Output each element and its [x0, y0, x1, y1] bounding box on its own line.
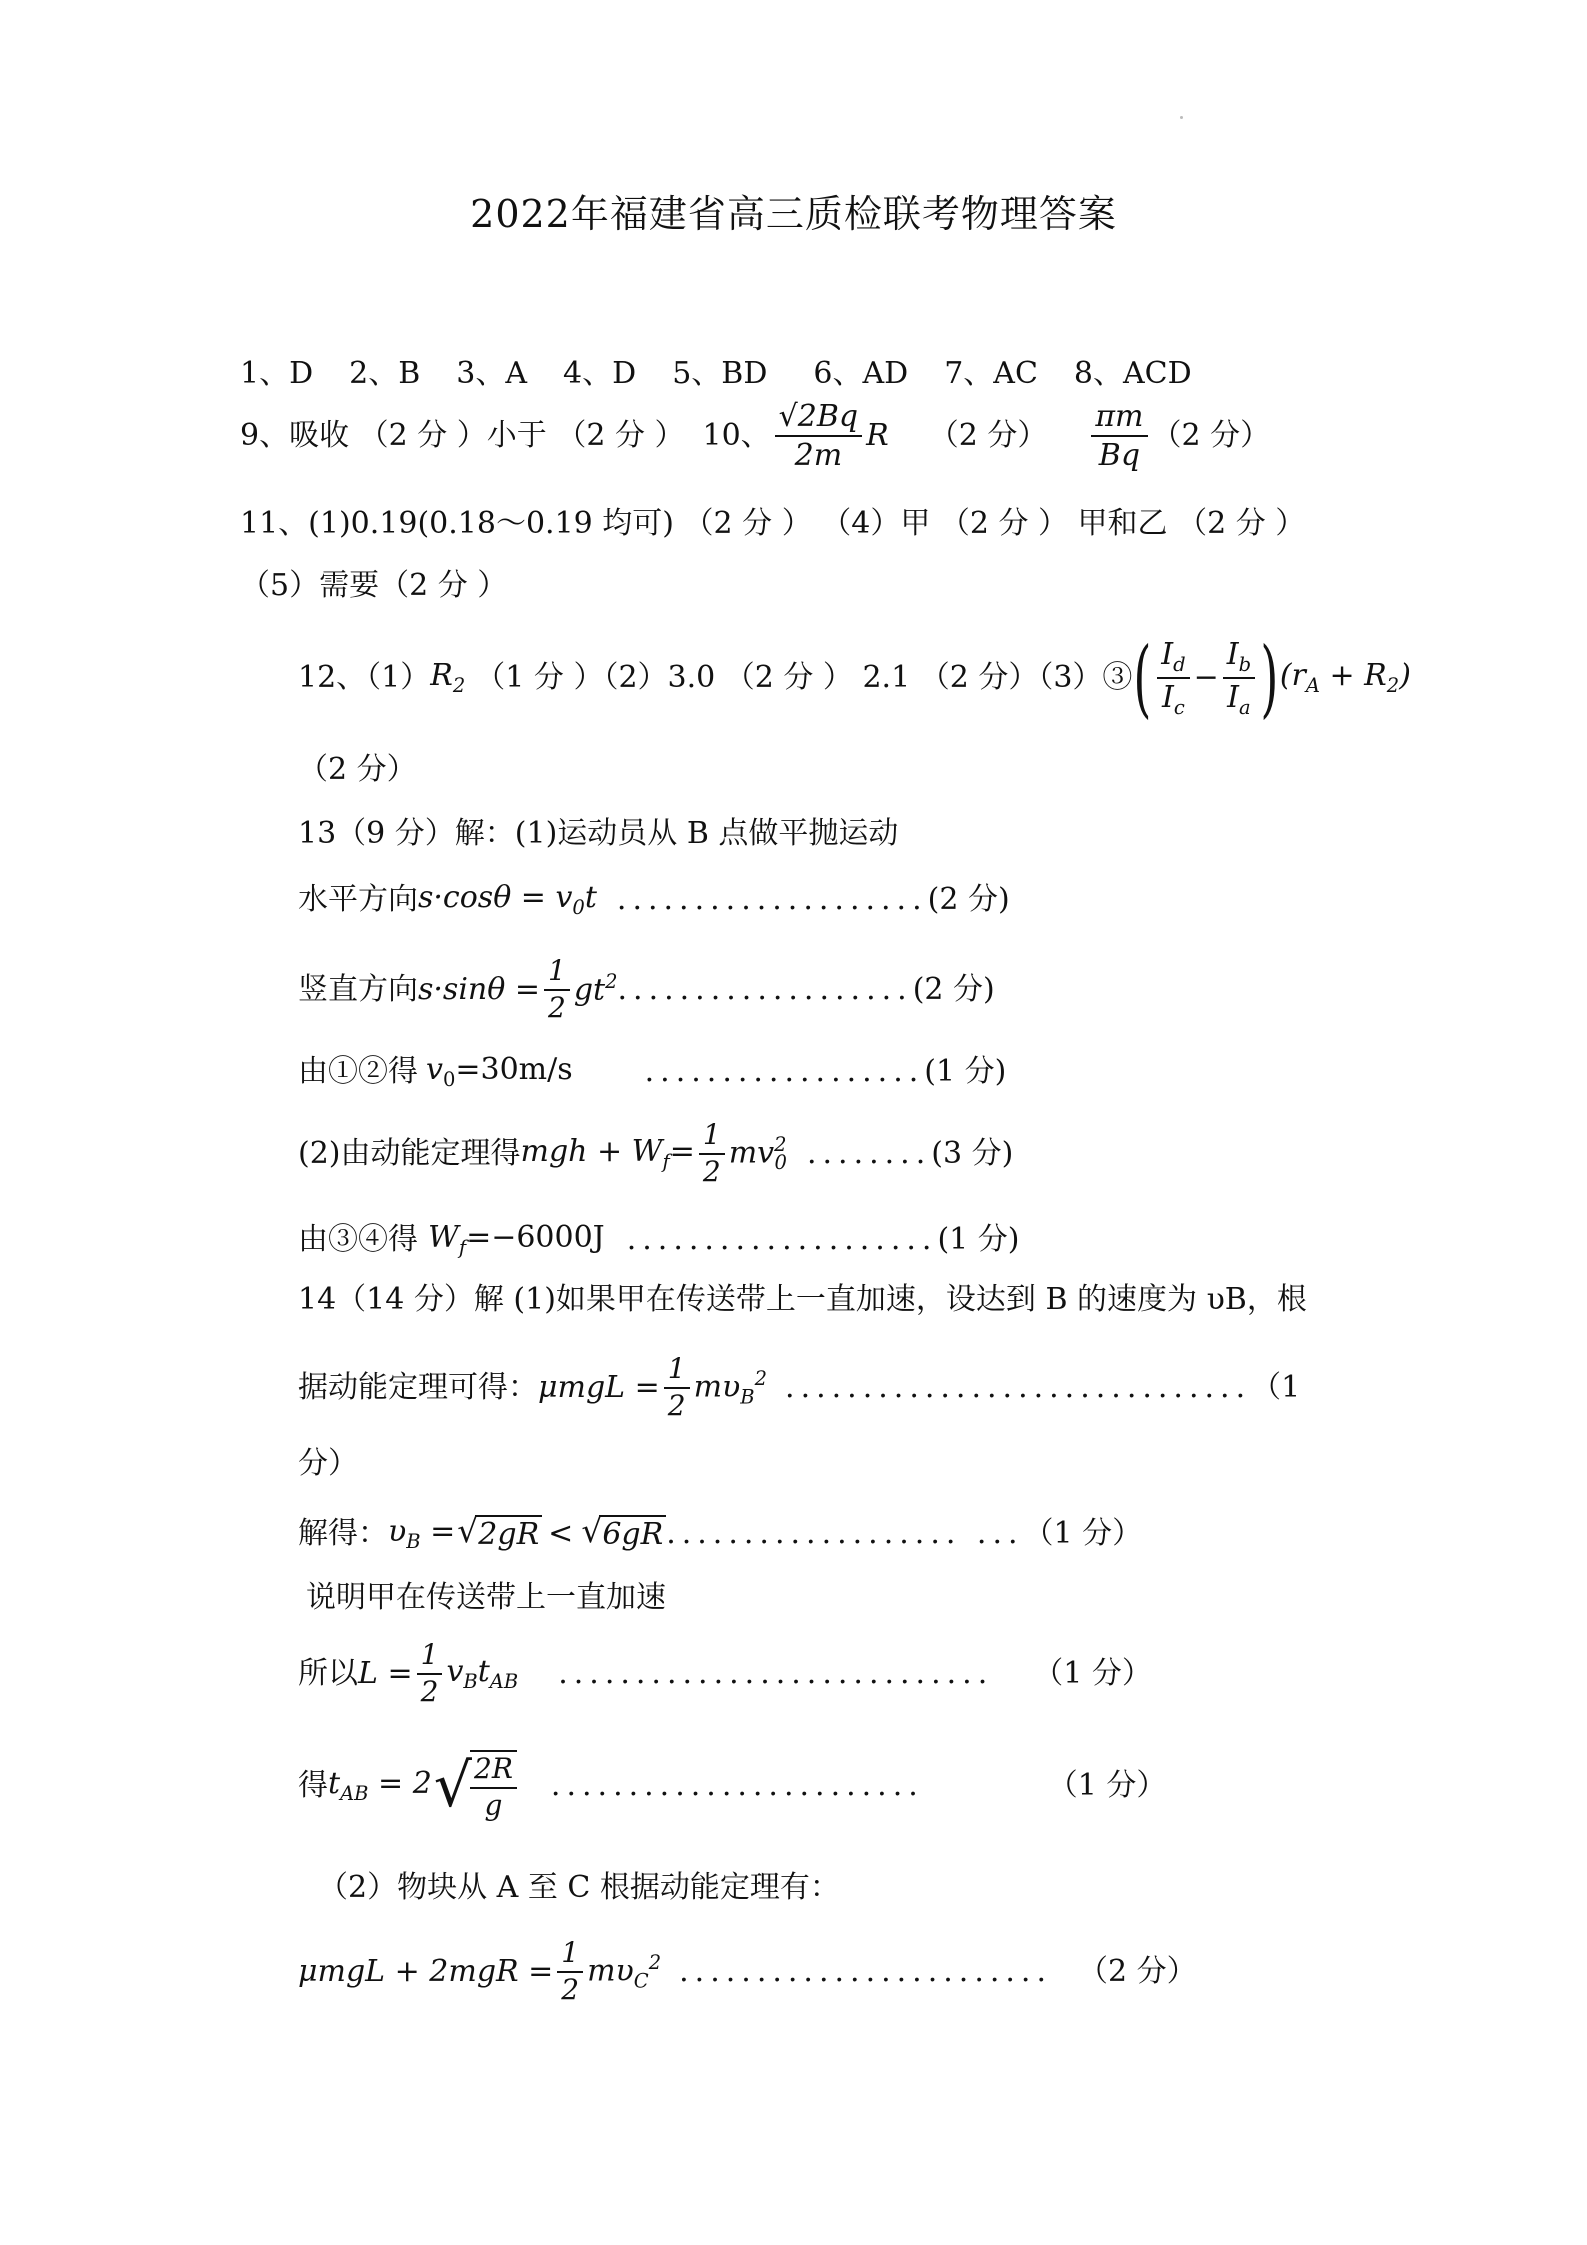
- q13-eq1-line: 水平方向 $s\cdot\cos\theta = v_0t$ .................... (2 分): [298, 880, 1010, 919]
- answer-4: 4、D: [563, 356, 637, 391]
- q12-tail: $(r_A + R_2)$: [1279, 658, 1411, 698]
- q13-heading: 13（9 分）解：(1)运动员从 B 点做平抛运动: [298, 816, 899, 851]
- q10-score-2: （2 分）: [1151, 418, 1271, 453]
- sqrt-6gR: √ 6gR: [581, 1515, 666, 1553]
- answer-8: 8、ACD: [1073, 356, 1192, 391]
- q14-heading: 14（14 分）解 (1)如果甲在传送带上一直加速，设达到 B 的速度为 υB，根: [298, 1282, 1307, 1317]
- right-paren: ): [1260, 629, 1279, 727]
- q10-numerator-2: πm: [1091, 400, 1147, 437]
- page-title: 2022年福建省高三质检联考物理答案: [470, 192, 1117, 236]
- q12-pre: 12、（1）: [298, 660, 431, 695]
- answer-5: 5、BD: [672, 356, 768, 391]
- q12-score-line: [298, 752, 417, 788]
- q14-vb-score: （1 分）: [1023, 1515, 1143, 1551]
- q11-part5: （5）需要（2 分 ）: [240, 568, 508, 603]
- scan-speck: [1180, 116, 1183, 119]
- q12-mid: （1 分 ）（2）3.0 （2 分 ） 2.1 （2 分）（3）③: [475, 660, 1133, 695]
- q13-eq2-score: (2 分): [912, 971, 995, 1007]
- q13-energy-score: (3 分): [931, 1135, 1014, 1171]
- q12-score: （2 分）: [298, 752, 417, 787]
- q9-answer: 9、吸收 （2 分 ）小于 （2 分 ）: [240, 418, 685, 453]
- answer-3: 3、A: [456, 356, 528, 391]
- q14-L-line: 所以 L = $\frac{1}{2}$ $v_Bt_{AB}$ ............................ （1 分）: [298, 1638, 1152, 1708]
- q14-tab-score: （1 分）: [1047, 1768, 1167, 1803]
- q14-energy-score: （2 分）: [1078, 1953, 1197, 1989]
- q13-wf-line: 由③④得 $W_f=-6000J$ .................... (1 分): [298, 1220, 1020, 1259]
- half-fraction: $\frac{1}{2}$: [544, 956, 570, 1024]
- q14-eq1-line: 据动能定理可得： μmgL = $\frac{1}{2}$ $m\upsilon_B^2$ .............................. （1: [298, 1352, 1301, 1422]
- q13-v0-score: (1 分): [924, 1053, 1007, 1089]
- q10-denominator-2: Bq: [1098, 438, 1141, 473]
- q10-fraction: [775, 400, 862, 472]
- answer-7: 7、AC: [944, 356, 1038, 391]
- answer-6: 6、AD: [813, 356, 909, 391]
- q10-score-1: （2 分）: [928, 418, 1048, 453]
- q11-answer: 11、(1)0.19(0.18～0.19 均可) （2 分 ） （4）甲 （2 分 ） 甲和乙 （2 分 ）: [240, 506, 1306, 541]
- answer-1: 1、D: [240, 356, 314, 391]
- q12-r2: $R_2$: [430, 658, 466, 698]
- q12-frac-1: $\frac{I_d}{I_c}$: [1157, 638, 1189, 719]
- q10-fraction-2: [1091, 400, 1147, 472]
- mc-answers-line: [240, 356, 1192, 392]
- q10-denominator: 2m: [794, 438, 843, 473]
- q14-vb-line: 解得： $\upsilon_B$ = √ 2gR < √ 6gR ................... ... （1 分）: [298, 1514, 1142, 1553]
- sqrt-2gR: √ 2gR: [457, 1515, 542, 1553]
- q14-note-line: 说明甲在传送带上一直加速: [306, 1580, 666, 1615]
- q14-energy-line: μmgL + 2mgR = $\frac{1}{2}$ $m\upsilon_C^2$ ........................ （2 分）: [298, 1936, 1197, 2006]
- minus-sign: −: [1193, 660, 1219, 695]
- q14-score-cont: 分）: [298, 1446, 358, 1481]
- sqrt-symbol: √: [433, 1751, 473, 1821]
- q9-q10-line: [240, 400, 1270, 472]
- q13-v0-line: 由①②得 $v_0=30m/s$ .................. (1 分): [298, 1052, 1007, 1091]
- q11-line: [240, 506, 1305, 542]
- q13-energy-line: (2)由动能定理得 mgh + $W_f=$ $\frac{1}{2}$ $mv^2_0$ ........ (3 分): [298, 1118, 1014, 1188]
- q13-eq1: $s\cdot\cos\theta = v_0t$: [418, 880, 597, 919]
- answer-2: 2、B: [349, 356, 421, 391]
- q12-line: [298, 629, 1411, 727]
- q14-eq1-score: （1: [1251, 1369, 1301, 1405]
- q14-part2-line: （2）物块从 A 至 C 根据动能定理有：: [318, 1870, 840, 1905]
- q14-L-score: （1 分）: [1033, 1655, 1152, 1691]
- q12-frac-2: $\frac{I_b}{I_a}$: [1223, 638, 1255, 719]
- q10-r: R: [866, 418, 889, 453]
- q13-eq1-score: (2 分): [927, 881, 1010, 917]
- q13-wf-score: (1 分): [937, 1221, 1020, 1257]
- q11-part5-line: [240, 568, 507, 604]
- q10-numerator: √2Bq: [775, 400, 862, 437]
- q10-label: 10、: [702, 418, 771, 453]
- left-paren: (: [1133, 629, 1152, 727]
- q13-eq2-line: 竖直方向 s·sinθ = $\frac{1}{2}$ $gt^2$ ................... (2 分): [298, 954, 995, 1024]
- q14-tab-line: 得 $t_{AB} = 2$ √ $\frac{2R}{g}$ ........................ （1 分）: [298, 1751, 1167, 1822]
